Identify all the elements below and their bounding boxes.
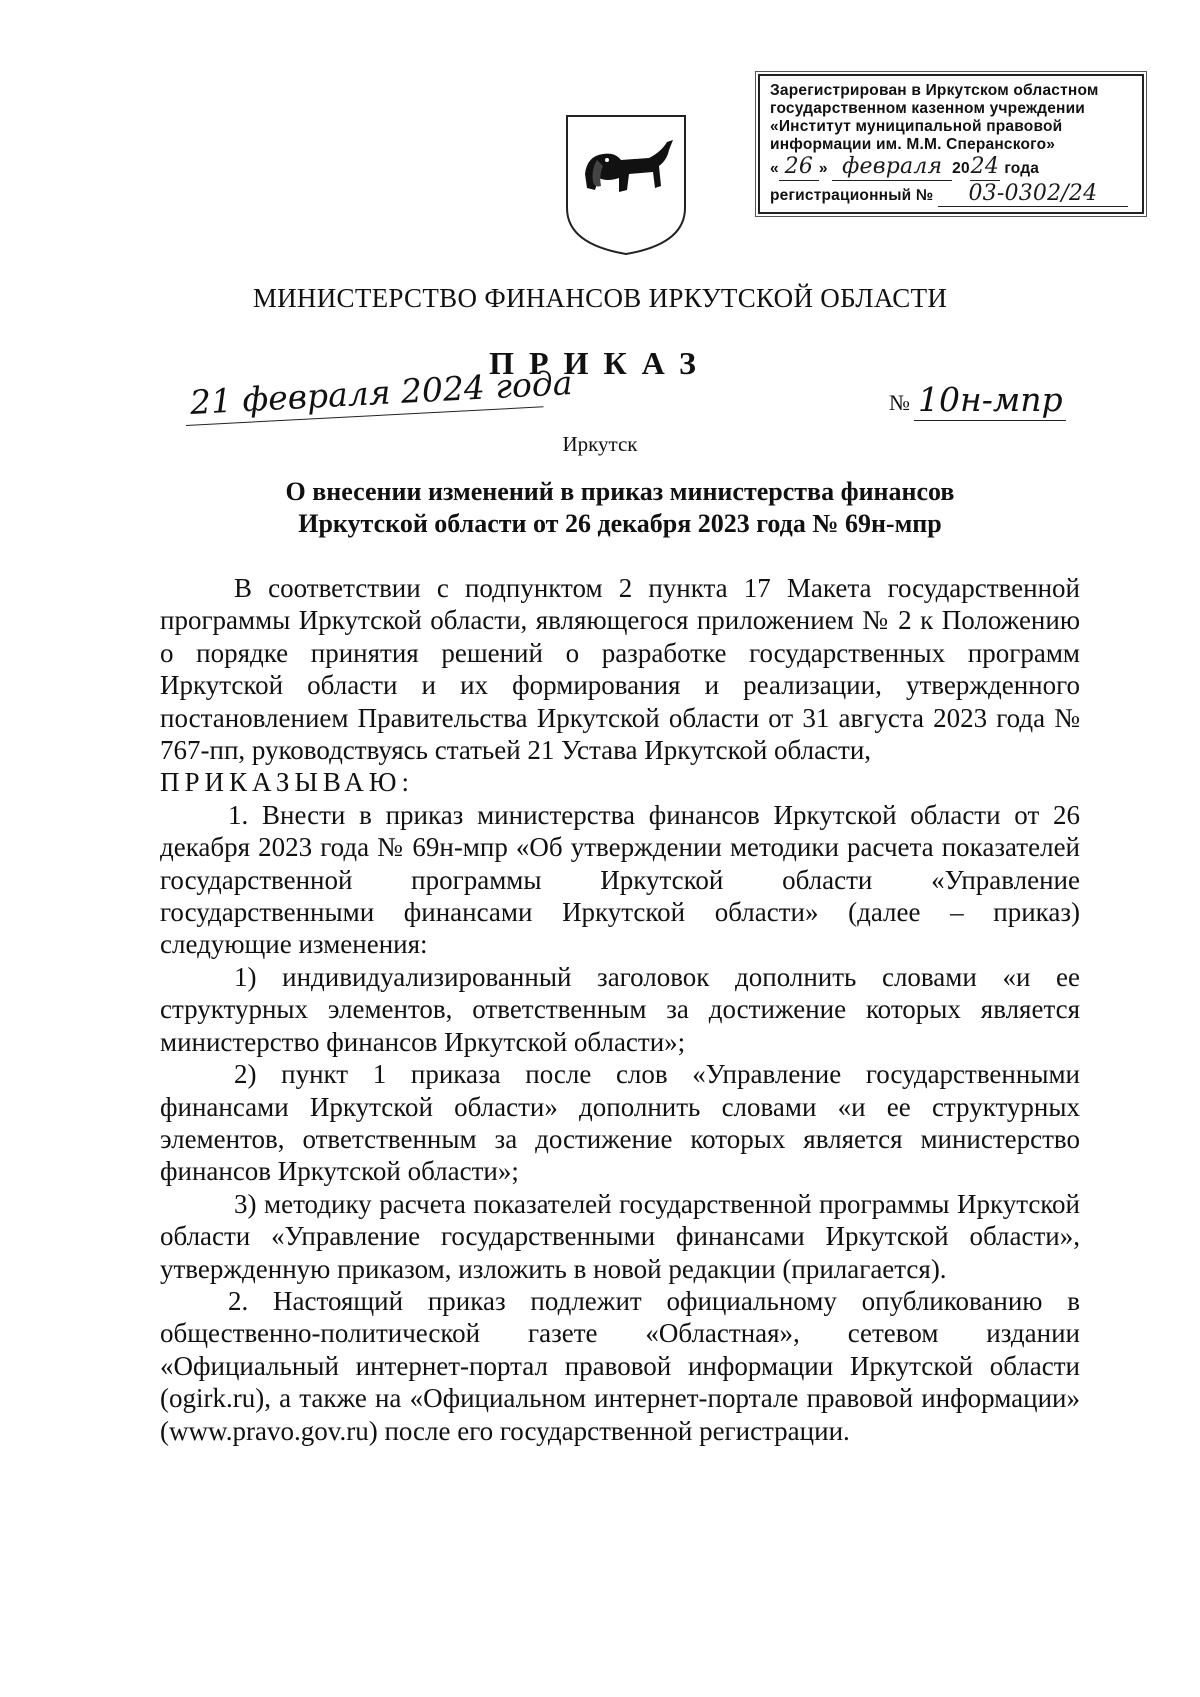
item-1-paragraph: 1. Внести в приказ министерства финансов Иркутской области от 26 декабря 2023 года № 69н-мпр «Об утверждении методики расчета показателей государственной программы Иркутской области «Управление государственными финансами Иркутской области» (далее – приказ) следующие изменения: — [160, 799, 1080, 960]
order-number: 10н-мпр — [918, 380, 1063, 419]
stamp-line-1: Зарегистрирован в Иркутском областном — [770, 82, 1099, 99]
order-number-label: № — [889, 390, 910, 415]
subitem-3-paragraph: 3) методику расчета показателей государственной программы Иркутской области «Управление государственными финансами Иркутской области», утвержденную приказом, изложить в новой редакции (прилагается). — [160, 1188, 1080, 1284]
stamp-month: февраля — [832, 154, 952, 181]
number-underline — [914, 420, 1066, 421]
stamp-quote-open: « — [770, 160, 779, 177]
stamp-reg-line — [770, 182, 1132, 208]
stamp-day: 26 — [779, 154, 819, 181]
order-subject — [160, 476, 1080, 540]
stamp-reg-label: регистрационный № — [770, 187, 934, 204]
registration-stamp — [758, 74, 1144, 214]
ministry-name: МИНИСТЕРСТВО ФИНАНСОВ ИРКУТСКОЙ ОБЛАСТИ — [252, 283, 948, 313]
order-body — [160, 572, 1080, 1447]
stamp-quote-close: » — [818, 160, 828, 177]
item-2-paragraph: 2. Настоящий приказ подлежит официальному опубликованию в общественно-политической газете «Областная», сетевом издании «Официальный интернет-портал правовой информации Иркутской области (ogirk.ru), а также на «Официальном интернет-портале правовой информации» (www.pravo.gov.ru) после его государственной регистрации. — [160, 1285, 1080, 1446]
stamp-line-3: «Институт муниципальной правовой — [770, 118, 1063, 135]
city: Иркутск — [562, 432, 638, 456]
subject-line-2: Иркутской области от 26 декабря 2023 года № 69н-мпр — [298, 509, 942, 538]
subject-line-1: О внесении изменений в приказ министерства финансов — [285, 477, 955, 506]
order-word: ПРИКАЗЫВАЮ: — [160, 767, 414, 798]
stamp-reg-number: 03-0302/24 — [938, 182, 1128, 207]
coat-of-arms-emblem — [563, 112, 689, 258]
order-date: 21 февраля 2024 года — [188, 362, 574, 422]
stamp-year-suffix: 24 — [970, 154, 1000, 179]
stamp-line-2: государственном казенном учреждении — [770, 100, 1086, 117]
preamble-paragraph: В соответствии с подпунктом 2 пункта 17 Макета государственной программы Иркутской области, являющегося приложением № 2 к Положению о порядке принятия решений о разработке государственных программ Иркутской области и их формирования и реализации, утвержденного постановлением Правительства Иркутской области от 31 августа 2023 года № 767-пп, руководствуясь статьей 21 Устава Иркутской области, — [160, 573, 1080, 766]
subitem-2-paragraph: 2) пункт 1 приказа после слов «Управление государственными финансами Иркутской области» дополнить словами «и ее структурных элементов, ответственным за достижение которых является министерство финансов Иркутской области»; — [160, 1059, 1080, 1187]
stamp-year-prefix: 20 — [952, 160, 970, 177]
stamp-year-word: года — [1004, 160, 1040, 177]
document-title: ПРИКАЗ — [489, 345, 711, 381]
subitem-1-paragraph: 1) индивидуализированный заголовок дополнить словами «и ее структурных элементов, ответственным за достижение которых является министерство финансов Иркутской области»; — [160, 961, 1080, 1057]
coat-of-arms-icon — [563, 112, 689, 258]
stamp-date-line — [770, 154, 1132, 182]
stamp-line-4: информации им. М.М. Сперанского» — [770, 136, 1056, 153]
